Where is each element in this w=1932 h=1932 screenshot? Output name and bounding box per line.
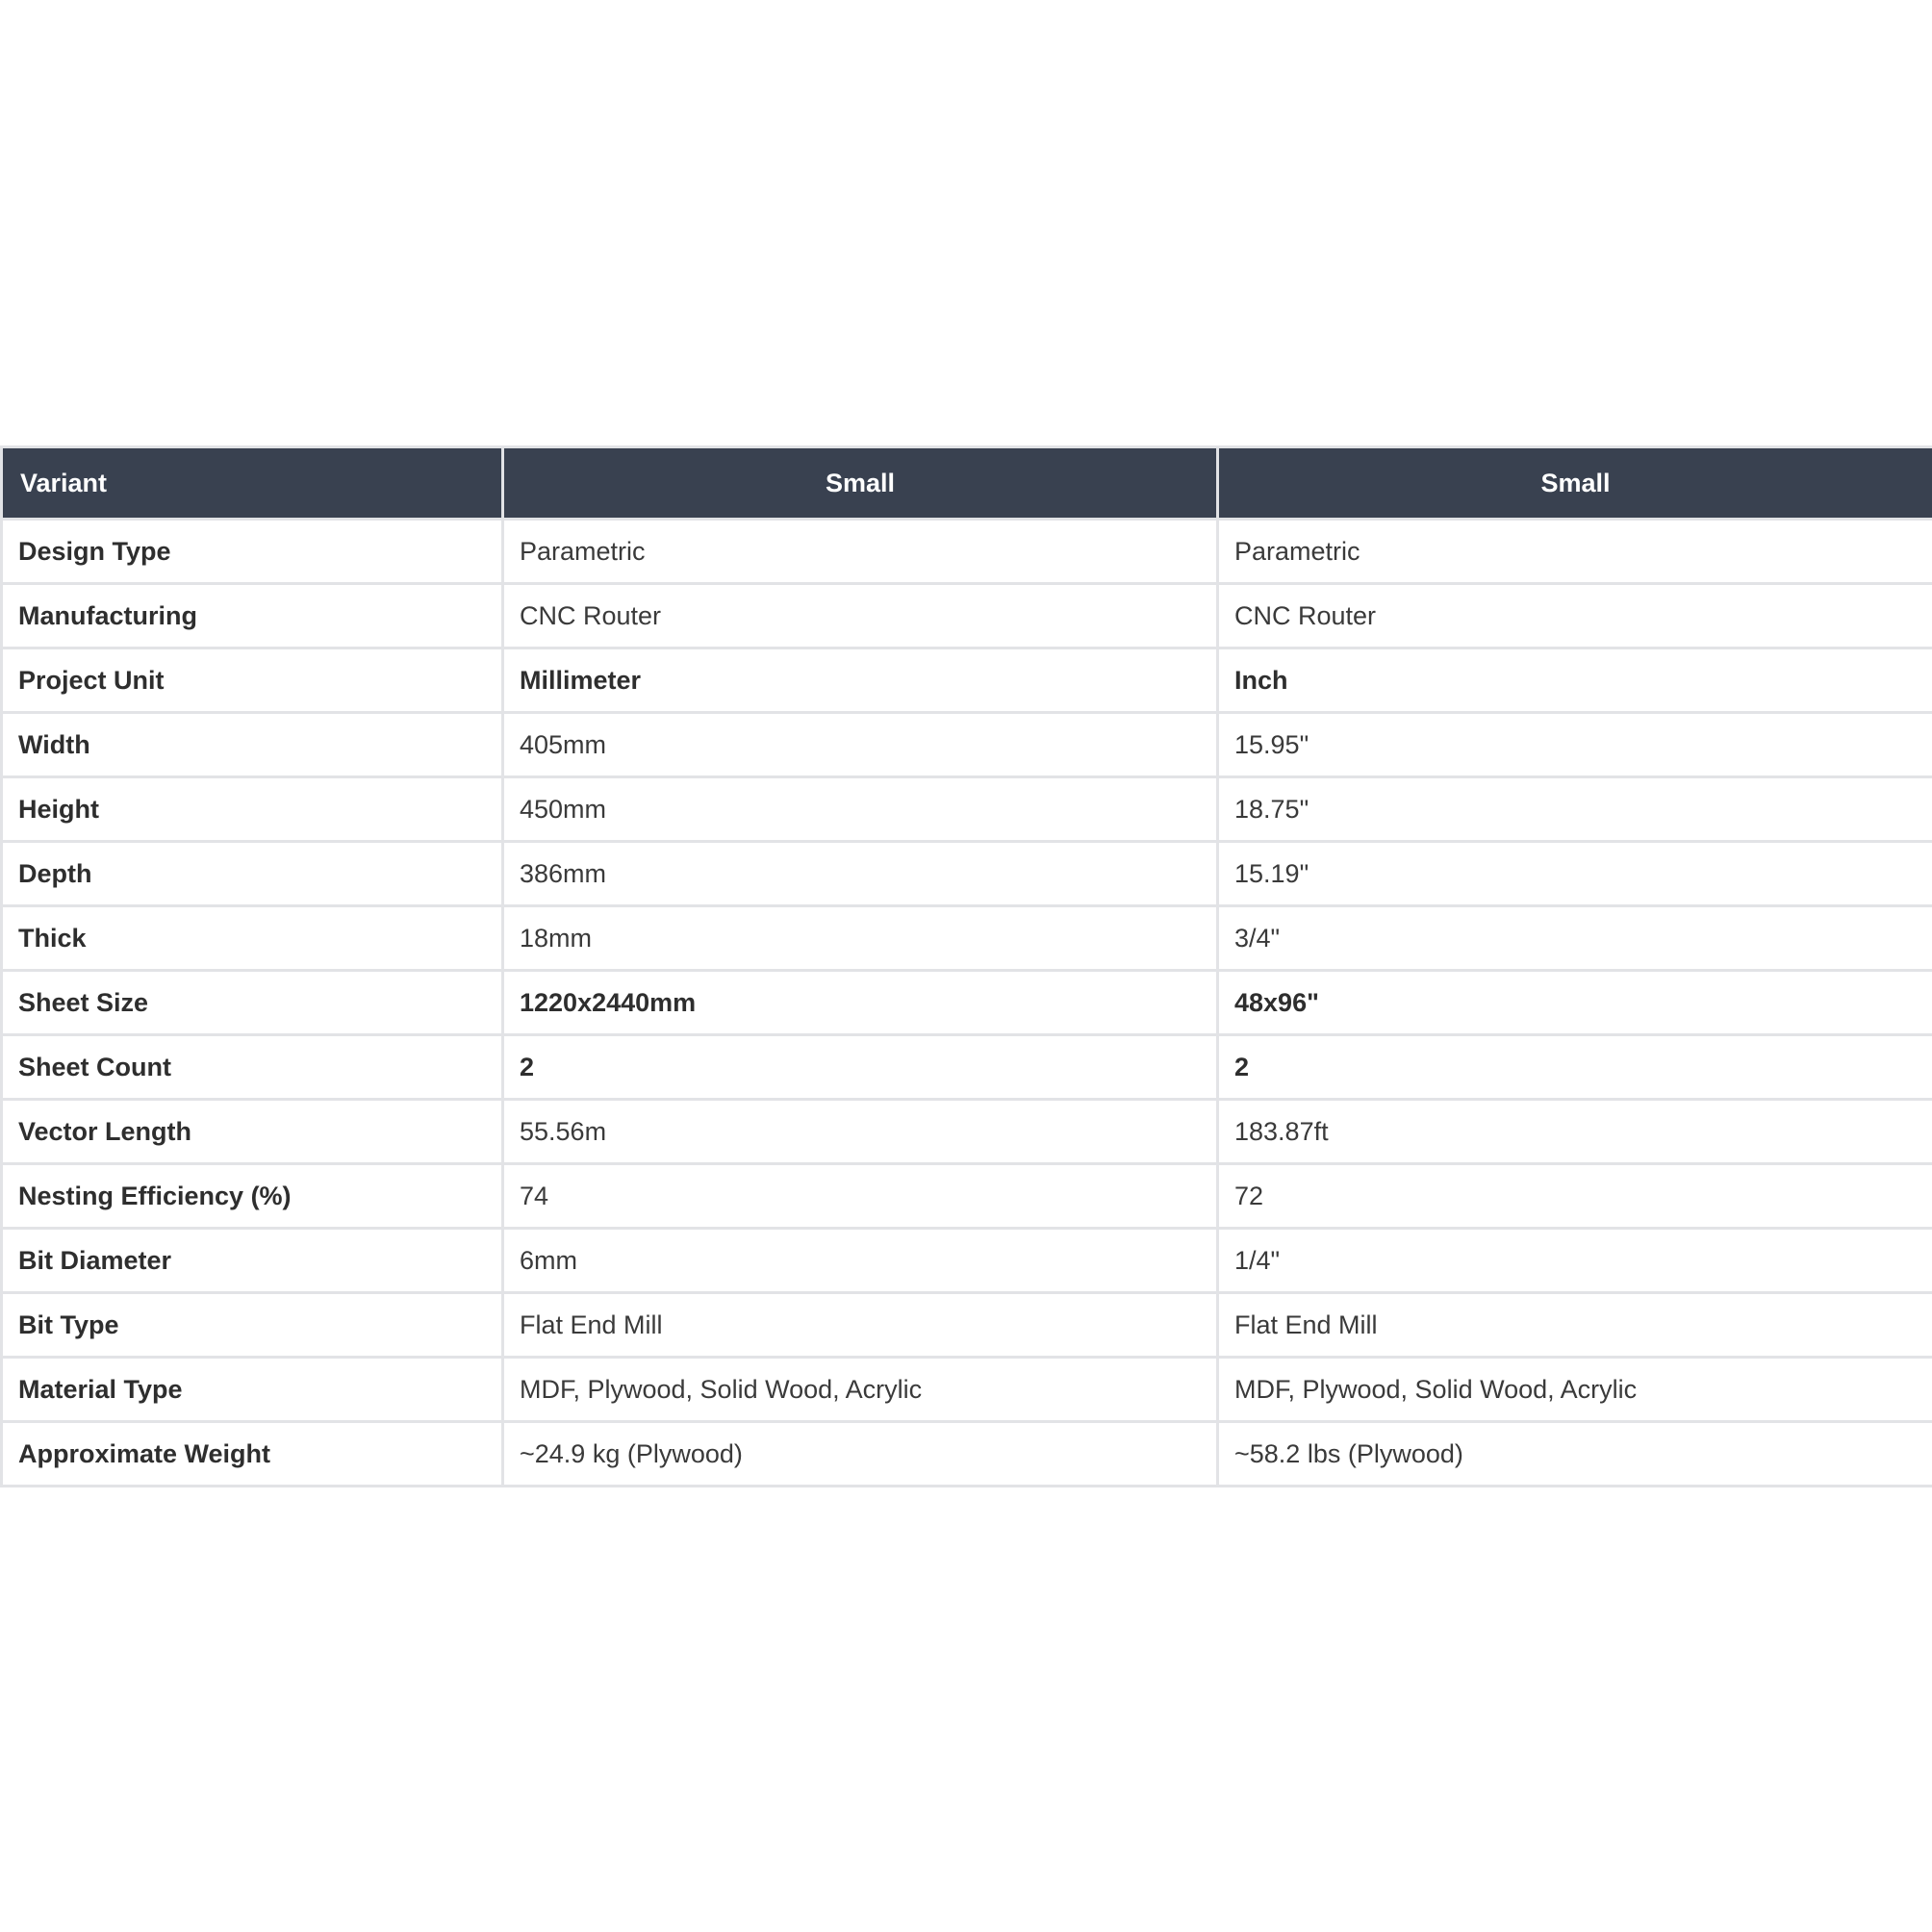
- value-variant-a: MDF, Plywood, Solid Wood, Acrylic: [503, 1358, 1218, 1422]
- value-variant-b: 18.75": [1218, 777, 1932, 842]
- table-row: [2, 520, 1932, 584]
- row-label: Sheet Count: [2, 1035, 503, 1100]
- value-variant-a: CNC Router: [503, 584, 1218, 648]
- table-row: [2, 842, 1932, 906]
- value-variant-a: Parametric: [503, 520, 1218, 584]
- value-variant-b: MDF, Plywood, Solid Wood, Acrylic: [1218, 1358, 1932, 1422]
- value-variant-b: 15.95": [1218, 713, 1932, 777]
- table-row: [2, 1035, 1932, 1100]
- value-variant-b: ~58.2 lbs (Plywood): [1218, 1422, 1932, 1487]
- value-variant-a: 6mm: [503, 1229, 1218, 1293]
- table-row: [2, 1229, 1932, 1293]
- value-variant-b: 2: [1218, 1035, 1932, 1100]
- value-variant-a: 2: [503, 1035, 1218, 1100]
- table-row: [2, 1100, 1932, 1164]
- value-variant-b: 183.87ft: [1218, 1100, 1932, 1164]
- table-row: [2, 1164, 1932, 1229]
- value-variant-b: 3/4": [1218, 906, 1932, 971]
- row-label: Manufacturing: [2, 584, 503, 648]
- value-variant-a: ~24.9 kg (Plywood): [503, 1422, 1218, 1487]
- row-label: Height: [2, 777, 503, 842]
- row-label: Bit Diameter: [2, 1229, 503, 1293]
- value-variant-a: 74: [503, 1164, 1218, 1229]
- value-variant-a: 405mm: [503, 713, 1218, 777]
- value-variant-b: CNC Router: [1218, 584, 1932, 648]
- row-label: Sheet Size: [2, 971, 503, 1035]
- value-variant-b: 48x96": [1218, 971, 1932, 1035]
- row-label: Approximate Weight: [2, 1422, 503, 1487]
- header-variant: Variant: [2, 447, 503, 520]
- header-row: [2, 447, 1932, 520]
- value-variant-a: 18mm: [503, 906, 1218, 971]
- value-variant-b: 15.19": [1218, 842, 1932, 906]
- value-variant-a: Millimeter: [503, 648, 1218, 713]
- spec-comparison-table: [0, 445, 1932, 1487]
- value-variant-b: Parametric: [1218, 520, 1932, 584]
- table-body: [2, 520, 1932, 1487]
- row-label: Design Type: [2, 520, 503, 584]
- table-row: [2, 971, 1932, 1035]
- value-variant-a: 450mm: [503, 777, 1218, 842]
- value-variant-b: Flat End Mill: [1218, 1293, 1932, 1358]
- row-label: Bit Type: [2, 1293, 503, 1358]
- row-label: Vector Length: [2, 1100, 503, 1164]
- table-row: [2, 906, 1932, 971]
- header-variant-a: Small: [503, 447, 1218, 520]
- table-row: [2, 1358, 1932, 1422]
- row-label: Material Type: [2, 1358, 503, 1422]
- table-row: [2, 648, 1932, 713]
- value-variant-a: 1220x2440mm: [503, 971, 1218, 1035]
- row-label: Width: [2, 713, 503, 777]
- value-variant-b: 72: [1218, 1164, 1932, 1229]
- value-variant-b: 1/4": [1218, 1229, 1932, 1293]
- value-variant-b: Inch: [1218, 648, 1932, 713]
- value-variant-a: Flat End Mill: [503, 1293, 1218, 1358]
- row-label: Thick: [2, 906, 503, 971]
- table-row: [2, 777, 1932, 842]
- header-variant-b: Small: [1218, 447, 1932, 520]
- table-row: [2, 1422, 1932, 1487]
- table-row: [2, 1293, 1932, 1358]
- value-variant-a: 55.56m: [503, 1100, 1218, 1164]
- row-label: Nesting Efficiency (%): [2, 1164, 503, 1229]
- table-row: [2, 584, 1932, 648]
- row-label: Project Unit: [2, 648, 503, 713]
- value-variant-a: 386mm: [503, 842, 1218, 906]
- row-label: Depth: [2, 842, 503, 906]
- table-row: [2, 713, 1932, 777]
- table-header: [2, 447, 1932, 520]
